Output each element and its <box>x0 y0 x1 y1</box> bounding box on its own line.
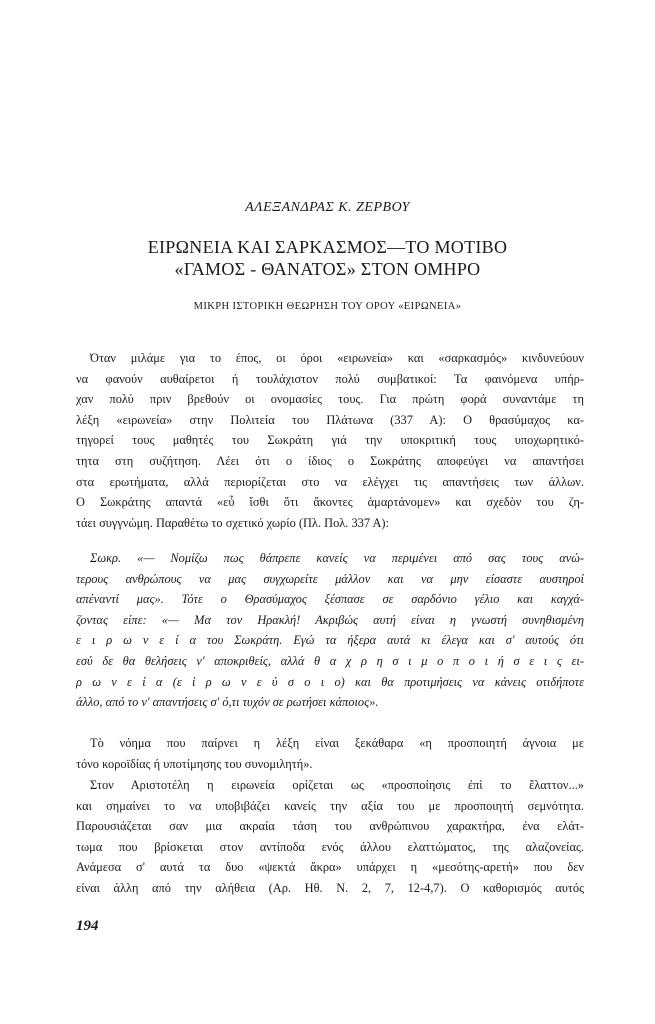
quote-line: απέναντί μας». Τότε ο Θρασύμαχος ξέσπασε σε σαρδόνιο γέλιο και καγχά- <box>76 592 584 607</box>
text-line: και σημαίνει το να υποβιβάζει κανείς την αξία του με προσποιητή σεμνότητα. <box>76 798 584 813</box>
text-line: λέξη «ειρωνεία» στην Πολιτεία του Πλάτωνα (337 Α): Ο θρασύμαχος κα- <box>76 412 584 427</box>
block-quote <box>76 548 584 713</box>
text-line: χαν πολύ πριν βρεθούν οι ονομασίες τους. Για πρώτη φορά συναντάμε τη <box>76 392 584 407</box>
paragraph-3 <box>76 775 584 899</box>
text-line: Ανάμεσα σ' αυτά τα δυο «ψεκτά ἄκρα» υπάρχει η «μεσότης-αρετή» που δεν <box>76 860 584 875</box>
quote-line: ζοντας είπε: «— Μα τον Ηρακλή! Ακριβώς αυτή είναι η γνωστή συνηθισμένη <box>76 612 584 627</box>
text-line: Παρουσιάζεται σαν μια ακραία τάση του ανθρώπινου χαρακτήρα, ένα ελάτ- <box>76 819 584 834</box>
page-number: 194 <box>76 918 99 934</box>
text-line: τωμα που βρίσκεται στον αντίποδα ενός άλλου ελαττώματος, της αλαζονείας. <box>76 839 584 854</box>
text-line: τητα στη συζήτηση. Λέει ότι ο ίδιος ο Σωκράτης αποφεύγει να απαντήσει <box>76 453 584 468</box>
text-line: Στον Αριστοτέλη η ειρωνεία ορίζεται ως «προσποίησις ἐπὶ το ἔλαττον...» <box>90 778 584 792</box>
quote-line: ε ι ρ ω ν ε ί α του Σωκράτη. Εγώ τα ήξερα αυτά κι έλεγα και σ' αυτούς ότι <box>76 633 584 648</box>
author-name: ΑΛΕΞΑΝΔΡΑΣ Κ. ΖΕΡΒΟΥ <box>245 200 410 215</box>
quote-line: τερους ανθρώπους να μας συγχωρείτε μάλλον και να μην είσαστε αυστηροί <box>76 571 584 586</box>
text-line: τάει συγγνώμη. Παραθέτω το σχετικό χωρίο (Πλ. Πολ. 337 Α): <box>76 515 389 530</box>
paragraph-1 <box>76 348 584 533</box>
text-line: είναι άλλη από την αλήθεια (Αρ. Ηθ. Ν. 2, 7, 12-4,7). Ο καθορισμός αυτός <box>76 880 584 895</box>
title-line-1: ΕΙΡΩΝΕΙΑ ΚΑΙ ΣΑΡΚΑΣΜΟΣ—ΤΟ ΜΟΤΙΒΟ <box>147 237 508 257</box>
article-subtitle: ΜΙΚΡΗ ΙΣΤΟΡΙΚΗ ΘΕΩΡΗΣΗ ΤΟΥ ΟΡΟΥ «ΕΙΡΩΝΕΙΑ» <box>193 301 462 312</box>
text-line: τηγορεί τους μαθητές του Σωκράτη γιά την υποκριτική τους υποχωρητικό- <box>76 433 584 448</box>
article-title <box>0 236 655 280</box>
text-line: Όταν μιλάμε για το έπος, οι όροι «ειρωνεία» και «σαρκασμός» κινδυνεύουν <box>90 351 584 365</box>
paragraph-2 <box>76 733 584 774</box>
text-line: Τὸ νόημα που παίρνει η λέξη είναι ξεκάθαρα «η προσποιητή άγνοια με <box>90 736 584 750</box>
text-line: Ο Σωκράτης απαντά «εὖ ἴσθι ὅτι ἄκοντες ἁμαρτάνομεν» και σχεδὸν του ζη- <box>76 495 584 510</box>
quote-line: εσύ δε θα θελήσεις ν' αποκριθείς, αλλά θ α χ ρ η σ ι μ ο π ο ι ή σ ε ι ς ει- <box>76 653 584 668</box>
quote-line: ρ ω ν ε ί α (ε ἰ ρ ω ν ε ύ σ ο ι ο) και θα προτιμήσεις να κάνεις οτιδήποτε <box>76 674 584 689</box>
quote-line: Σωκρ. «— Νομίζω πως θάπρεπε κανείς να περιμένει από σας τους ανώ- <box>90 551 584 565</box>
title-line-2: «ΓΑΜΟΣ - ΘΑΝΑΤΟΣ» ΣΤΟΝ ΟΜΗΡΟ <box>174 259 481 279</box>
text-line: τόνο κοροϊδίας ή υποτίμησης του συνομιλητή». <box>76 756 313 771</box>
text-line: στα ερωτήματα, αλλά περιορίζεται στο να ελέγχει τις απαντήσεις των άλλων. <box>76 474 584 489</box>
quote-line: άλλο, από το ν' απαντήσεις σ' ό,τι τυχόν σε ρωτήσει κάποιος». <box>76 695 379 710</box>
text-line: να φανούν αυθαίρετοι ή τουλάχιστον πολύ συμβατικοί: Τα φαινόμενα υπήρ- <box>76 371 584 386</box>
